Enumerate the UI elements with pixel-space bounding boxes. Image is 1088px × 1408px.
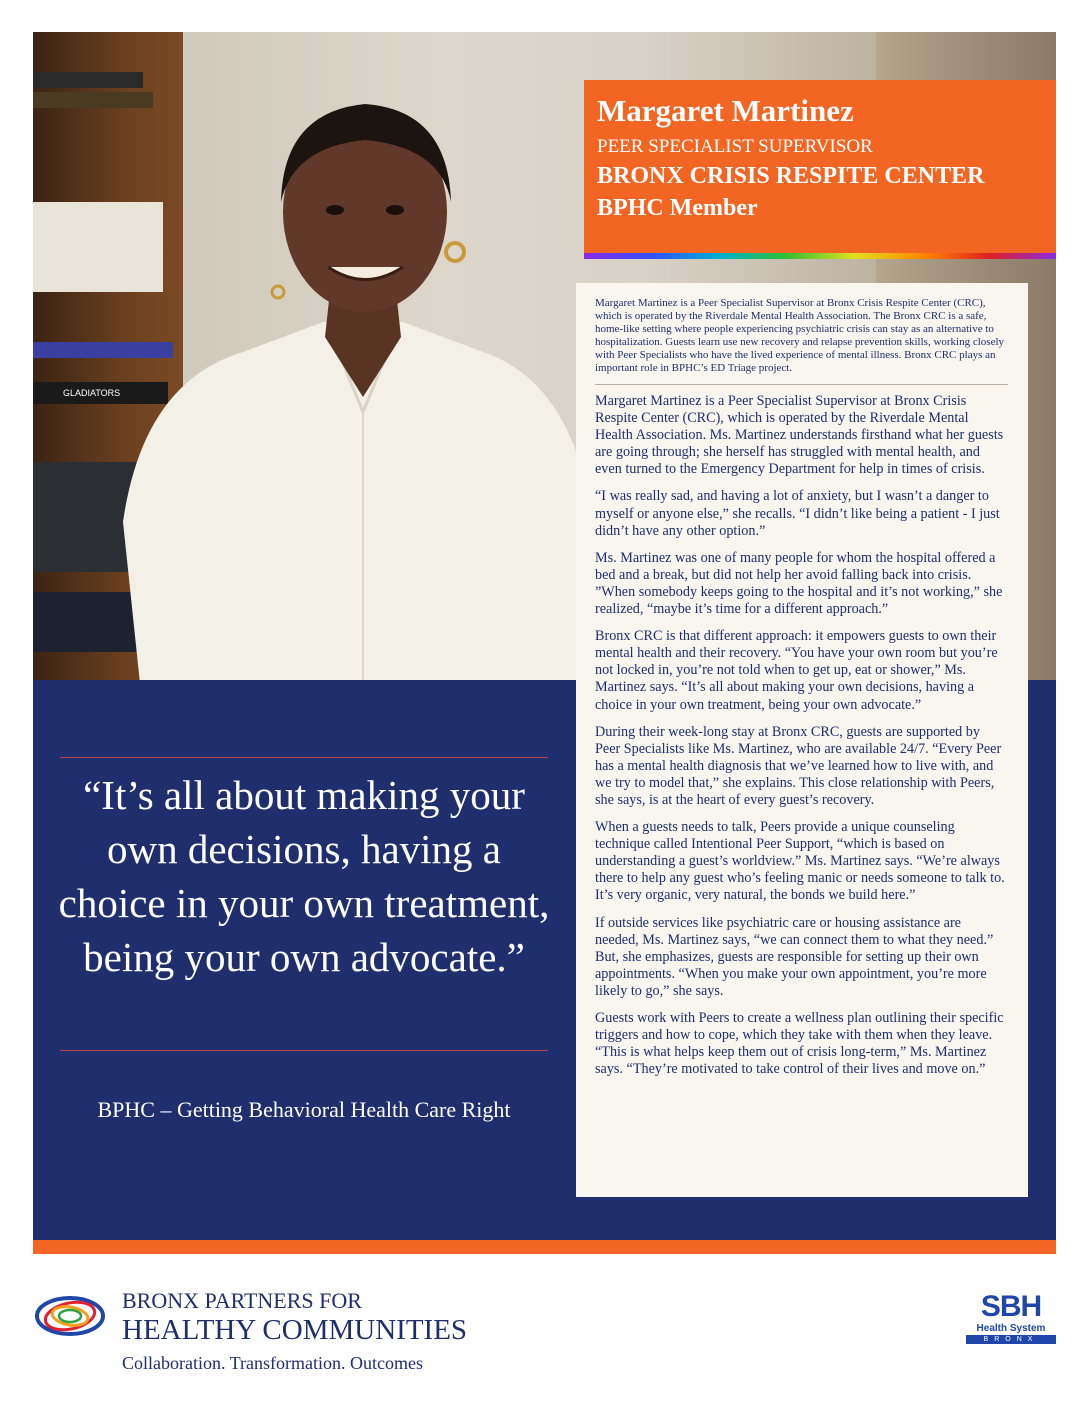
sbh-title: SBH <box>980 1290 1042 1323</box>
bphc-logo-icon <box>34 1293 106 1339</box>
article-paragraph: Bronx CRC is that different approach: it empowers guests to own their mental health and their recovery. “You have your own room but you’re not locked in, you’re not told when to get up, eat or shower,” Ms. Martinez says. “It’s all about making your own decisions, having a choice in your own treatment, being your own advocate.” <box>595 628 998 713</box>
quote-rule-bottom <box>60 1050 548 1051</box>
profile-header <box>584 80 1056 253</box>
orange-divider <box>33 1240 1056 1254</box>
article-card <box>576 283 1028 1197</box>
book-spine-gladiators: GLADIATORS <box>33 382 168 404</box>
profile-name: Margaret Martinez <box>597 93 854 128</box>
sbh-subtitle: Health System <box>976 1323 1046 1334</box>
sbh-logo <box>966 1292 1056 1348</box>
profile-membership: BPHC Member <box>597 195 758 221</box>
footer-org-line2: HEALTHY COMMUNITIES <box>122 1314 468 1346</box>
article-paragraph: When a guests needs to talk, Peers provide a unique counseling technique called Intentional Peer Support, “which is based on understanding a guest’s worldview.” Ms. Martinez says. “We’re always there to help any guest who’s feeling manic or needs someone to talk to. It’s very organic, very natural, the bonds we build here.” <box>595 819 1005 904</box>
article-paragraph: “I was really sad, and having a lot of anxiety, but I wasn’t a danger to myself or anyone else,” she recalls. “I didn’t like being a patient - I just didn’t have any other option.” <box>595 488 1000 539</box>
footer-org-line1: BRONX PARTNERS FOR <box>122 1288 362 1313</box>
article-intro: Margaret Martinez is a Peer Specialist Supervisor at Bronx Crisis Respite Center (CRC), which is operated by the Riverdale Mental Health Association. The Bronx CRC is a safe, home-like setting where people experiencing psychiatric crisis can stay as an alternative to hospitalization. Guests learn use new recovery and relapse prevention skills, working closely with Peer Specialists who have the lived experience of mental illness. Bronx CRC plays an important role in BPHC’s ED Triage project. <box>595 297 1005 374</box>
pull-quote: “It’s all about making your own decisions, having a choice in your own treatment, being your own advocate.” <box>58 772 550 980</box>
rainbow-stripe <box>584 253 1056 259</box>
footer-slogan: Collaboration. Transformation. Outcomes <box>122 1353 423 1373</box>
article-paragraph: During their week-long stay at Bronx CRC, guests are supported by Peer Specialists like Ms. Martinez, who are available 24/7. “Every Peer has a mental health diagnosis that we’ve learned how to live with, and we try to model that,” she explains. This close relationship with Peers, she says, is at the heart of every guest’s recovery. <box>595 723 1002 808</box>
article-paragraph: Ms. Martinez was one of many people for whom the hospital offered a bed and a break, but did not help her avoid falling back into crisis. ”When somebody keeps going to the hospital and it’s not working,” she realized, “maybe it’s time for a different approach.” <box>595 549 1003 618</box>
quote-rule-top <box>60 757 548 758</box>
profile-organization: BRONX CRISIS RESPITE CENTER <box>597 163 985 189</box>
article-paragraph: Guests work with Peers to create a wellness plan outlining their specific triggers and how to cope, which they take with them when they leave. “This is what helps keep them out of crisis long-term,” Ms. Martinez says. “They’re motivated to take control of their lives and move on.” <box>595 1010 1004 1078</box>
person-silhouette <box>103 52 623 680</box>
article-divider <box>595 384 1008 385</box>
profile-role: PEER SPECIALIST SUPERVISOR <box>597 136 873 157</box>
article-paragraph: Margaret Martinez is a Peer Specialist Supervisor at Bronx Crisis Respite Center (CRC), which is operated by the Riverdale Mental Health Association. Ms. Martinez understands firsthand what her guests are going through; she herself has struggled with mental health, and even turned to the Emergency Department for help in times of crisis. <box>595 393 1004 478</box>
sbh-location: BRONX <box>966 1335 1056 1344</box>
quote-tagline: BPHC – Getting Behavioral Health Care Right <box>97 1097 511 1122</box>
article-paragraph: If outside services like psychiatric care or housing assistance are needed, Ms. Martinez says, “we can connect them to what they need.” But, she emphasizes, guests are responsible for setting up their own appointments. “When you make your own appointment, you’re more likely to go,” she says. <box>595 914 994 999</box>
